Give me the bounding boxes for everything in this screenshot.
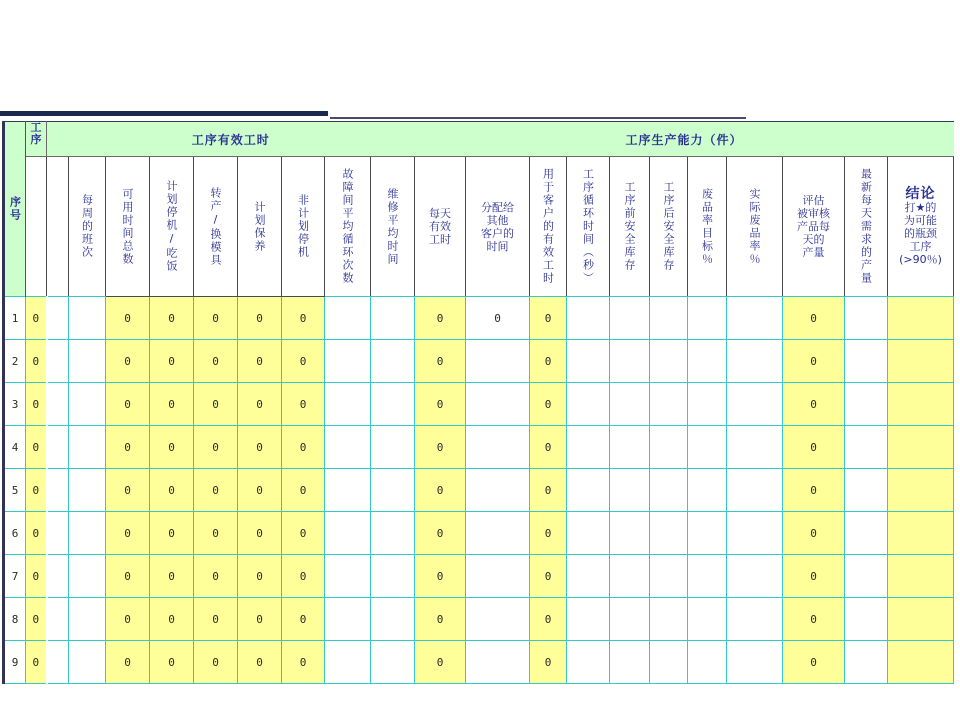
table-row <box>4 512 954 555</box>
column-header-label: 计划保养 <box>253 200 266 253</box>
cell-effective-hours-per-day[interactable]: 0 <box>415 469 466 512</box>
cell-assessed-daily-output[interactable]: 0 <box>783 512 845 555</box>
cell-planned-downtime-meals[interactable]: 0 <box>150 340 194 383</box>
cell-unplanned-downtime[interactable]: 0 <box>282 383 325 426</box>
cell-blank[interactable] <box>47 641 69 684</box>
conclusion-title: 结论 <box>905 185 936 202</box>
cell-process-name[interactable]: 0 <box>26 598 47 641</box>
cell-actual-scrap-rate-pct[interactable] <box>727 555 783 598</box>
table-header <box>4 122 954 297</box>
cell-latest-daily-demand[interactable] <box>845 426 888 469</box>
column-header-line: 评估 <box>802 194 825 207</box>
column-header-actual-scrap-rate-pct <box>727 157 783 297</box>
column-header-safety-stock-after-process <box>650 157 688 297</box>
cell-unplanned-downtime[interactable]: 0 <box>282 469 325 512</box>
cell-time-allocated-other-customers[interactable] <box>466 426 530 469</box>
cell-changeover-die-change[interactable]: 0 <box>194 555 238 598</box>
cell-safety-stock-before-process[interactable] <box>610 383 650 426</box>
row-number-cell: 6 <box>4 512 26 555</box>
column-header-blank <box>47 157 69 297</box>
table-row <box>4 598 954 641</box>
cell-mean-cycles-between-failures[interactable] <box>325 340 371 383</box>
table-row <box>4 555 954 598</box>
cell-planned-maintenance[interactable]: 0 <box>238 426 282 469</box>
cell-planned-downtime-meals[interactable]: 0 <box>150 297 194 340</box>
cell-mean-cycles-between-failures[interactable] <box>325 512 371 555</box>
cell-process-name[interactable]: 0 <box>26 297 47 340</box>
cell-unplanned-downtime[interactable]: 0 <box>282 641 325 684</box>
cell-effective-hours-per-day[interactable]: 0 <box>415 297 466 340</box>
cell-process-cycle-time-sec[interactable] <box>567 426 610 469</box>
column-header-line: 打★的 <box>904 200 937 214</box>
cell-mean-repair-time[interactable] <box>371 340 415 383</box>
row-number-cell: 1 <box>4 297 26 340</box>
cell-assessed-daily-output[interactable]: 0 <box>783 297 845 340</box>
cell-total-available-time[interactable]: 0 <box>106 297 150 340</box>
cell-total-available-time[interactable]: 0 <box>106 340 150 383</box>
cell-unplanned-downtime[interactable]: 0 <box>282 426 325 469</box>
cell-safety-stock-after-process[interactable] <box>650 383 688 426</box>
table-row <box>4 641 954 684</box>
cell-effective-hours-for-customer[interactable]: 0 <box>530 598 567 641</box>
cell-actual-scrap-rate-pct[interactable] <box>727 340 783 383</box>
table-row <box>4 383 954 426</box>
cell-actual-scrap-rate-pct[interactable] <box>727 383 783 426</box>
cell-mean-cycles-between-failures[interactable] <box>325 598 371 641</box>
cell-actual-scrap-rate-pct[interactable] <box>727 426 783 469</box>
cell-scrap-rate-target-pct[interactable] <box>688 297 727 340</box>
cell-safety-stock-after-process[interactable] <box>650 512 688 555</box>
column-header-line: 产品每 <box>797 220 830 233</box>
cell-shifts-per-week[interactable] <box>69 297 106 340</box>
cell-mean-repair-time[interactable] <box>371 598 415 641</box>
cell-assessed-daily-output[interactable]: 0 <box>783 641 845 684</box>
column-header-label: 计划停机/吃饭 <box>165 180 178 273</box>
cell-safety-stock-after-process[interactable] <box>650 340 688 383</box>
cell-changeover-die-change[interactable]: 0 <box>194 297 238 340</box>
column-header-mean-repair-time <box>371 157 415 297</box>
column-header-line: 产量 <box>802 246 825 259</box>
cell-process-name[interactable]: 0 <box>26 426 47 469</box>
cell-scrap-rate-target-pct[interactable] <box>688 469 727 512</box>
cell-effective-hours-for-customer[interactable]: 0 <box>530 555 567 598</box>
column-header-line: 其他 <box>486 213 509 227</box>
cell-process-cycle-time-sec[interactable] <box>567 383 610 426</box>
column-header-line: 工时 <box>429 233 451 246</box>
cell-safety-stock-after-process[interactable] <box>650 469 688 512</box>
cell-changeover-die-change[interactable]: 0 <box>194 641 238 684</box>
cell-changeover-die-change[interactable]: 0 <box>194 512 238 555</box>
cell-safety-stock-before-process[interactable] <box>610 297 650 340</box>
cell-planned-downtime-meals[interactable]: 0 <box>150 555 194 598</box>
column-header-label <box>783 194 844 259</box>
column-header-line: (>90％) <box>899 252 942 266</box>
column-header-label <box>888 185 953 266</box>
cell-total-available-time[interactable]: 0 <box>106 383 150 426</box>
cell-mean-cycles-between-failures[interactable] <box>325 555 371 598</box>
column-header-label: 转产/换模具 <box>209 186 222 267</box>
cell-effective-hours-for-customer[interactable]: 0 <box>530 469 567 512</box>
cell-time-allocated-other-customers[interactable] <box>466 383 530 426</box>
cell-effective-hours-for-customer[interactable]: 0 <box>530 512 567 555</box>
cell-assessed-daily-output[interactable]: 0 <box>783 426 845 469</box>
cell-latest-daily-demand[interactable] <box>845 512 888 555</box>
cell-latest-daily-demand[interactable] <box>845 598 888 641</box>
cell-mean-repair-time[interactable] <box>371 426 415 469</box>
cell-process-name[interactable]: 0 <box>26 383 47 426</box>
cell-safety-stock-before-process[interactable] <box>610 555 650 598</box>
cell-shifts-per-week[interactable] <box>69 426 106 469</box>
cell-blank[interactable] <box>47 340 69 383</box>
cell-planned-maintenance[interactable]: 0 <box>238 469 282 512</box>
column-header-planned-maintenance <box>238 157 282 297</box>
column-header-label: 可用时间总数 <box>121 187 134 266</box>
cell-scrap-rate-target-pct[interactable] <box>688 555 727 598</box>
column-header-label: 工序循环时间（秒） <box>581 168 595 285</box>
cell-planned-downtime-meals[interactable]: 0 <box>150 512 194 555</box>
cell-time-allocated-other-customers[interactable] <box>466 555 530 598</box>
row-number-cell: 9 <box>4 641 26 684</box>
cell-shifts-per-week[interactable] <box>69 512 106 555</box>
cell-latest-daily-demand[interactable] <box>845 469 888 512</box>
band-row <box>4 122 954 157</box>
cell-blank[interactable] <box>47 426 69 469</box>
cell-blank[interactable] <box>47 383 69 426</box>
cell-mean-repair-time[interactable] <box>371 469 415 512</box>
column-header-line: 工序 <box>909 239 932 253</box>
cell-changeover-die-change[interactable]: 0 <box>194 598 238 641</box>
cell-latest-daily-demand[interactable] <box>845 555 888 598</box>
cell-mean-repair-time[interactable] <box>371 383 415 426</box>
cell-total-available-time[interactable]: 0 <box>106 512 150 555</box>
cell-latest-daily-demand[interactable] <box>845 383 888 426</box>
column-header-label: 用于客户的有效工时 <box>541 168 555 285</box>
row-number-cell: 2 <box>4 340 26 383</box>
cell-latest-daily-demand[interactable] <box>845 340 888 383</box>
column-header-row <box>4 157 954 297</box>
table-body <box>4 297 954 684</box>
cell-planned-maintenance[interactable]: 0 <box>238 512 282 555</box>
column-header-time-allocated-other-customers <box>466 157 530 297</box>
cell-process-name[interactable]: 0 <box>26 555 47 598</box>
cell-safety-stock-before-process[interactable] <box>610 426 650 469</box>
cell-blank[interactable] <box>47 555 69 598</box>
cell-total-available-time[interactable]: 0 <box>106 598 150 641</box>
cell-scrap-rate-target-pct[interactable] <box>688 598 727 641</box>
column-header-effective-hours-per-day <box>415 157 466 297</box>
cell-changeover-die-change[interactable]: 0 <box>194 426 238 469</box>
cell-time-allocated-other-customers[interactable] <box>466 512 530 555</box>
column-header-unplanned-downtime <box>282 157 325 297</box>
cell-effective-hours-per-day[interactable]: 0 <box>415 641 466 684</box>
cell-shifts-per-week[interactable] <box>69 340 106 383</box>
cell-mean-cycles-between-failures[interactable] <box>325 641 371 684</box>
cell-unplanned-downtime[interactable]: 0 <box>282 555 325 598</box>
cell-process-cycle-time-sec[interactable] <box>567 555 610 598</box>
cell-planned-maintenance[interactable]: 0 <box>238 340 282 383</box>
title-underline-thick <box>0 111 328 116</box>
column-header-conclusion <box>888 157 954 297</box>
column-header-planned-downtime-meals <box>150 157 194 297</box>
table-row <box>4 340 954 383</box>
column-header-changeover-die-change <box>194 157 238 297</box>
cell-effective-hours-for-customer[interactable]: 0 <box>530 641 567 684</box>
column-header-line: 时间 <box>486 239 509 253</box>
column-header-label: 实际废品率％ <box>748 187 761 266</box>
cell-safety-stock-after-process[interactable] <box>650 598 688 641</box>
cell-unplanned-downtime[interactable]: 0 <box>282 598 325 641</box>
process-capacity-table <box>2 121 954 684</box>
cell-effective-hours-for-customer[interactable]: 0 <box>530 383 567 426</box>
row-number-cell: 3 <box>4 383 26 426</box>
column-header-scrap-rate-target-pct <box>688 157 727 297</box>
cell-assessed-daily-output[interactable]: 0 <box>783 469 845 512</box>
cell-conclusion[interactable] <box>888 555 954 598</box>
cell-shifts-per-week[interactable] <box>69 383 106 426</box>
cell-scrap-rate-target-pct[interactable] <box>688 512 727 555</box>
cell-unplanned-downtime[interactable]: 0 <box>282 512 325 555</box>
cell-planned-downtime-meals[interactable]: 0 <box>150 469 194 512</box>
cell-unplanned-downtime[interactable]: 0 <box>282 340 325 383</box>
column-header-label: 非计划停机 <box>296 194 310 259</box>
cell-time-allocated-other-customers[interactable] <box>466 340 530 383</box>
cell-safety-stock-before-process[interactable] <box>610 512 650 555</box>
cell-mean-cycles-between-failures[interactable] <box>325 383 371 426</box>
cell-blank[interactable] <box>47 297 69 340</box>
column-header-total-available-time <box>106 157 150 297</box>
cell-scrap-rate-target-pct[interactable] <box>688 426 727 469</box>
cell-blank[interactable] <box>47 512 69 555</box>
cell-time-allocated-other-customers[interactable] <box>466 598 530 641</box>
cell-process-cycle-time-sec[interactable] <box>567 641 610 684</box>
cell-planned-maintenance[interactable]: 0 <box>238 555 282 598</box>
column-header-assessed-daily-output <box>783 157 845 297</box>
cell-actual-scrap-rate-pct[interactable] <box>727 469 783 512</box>
column-header-line: 天的 <box>802 233 825 246</box>
cell-process-cycle-time-sec[interactable] <box>567 598 610 641</box>
cell-unplanned-downtime[interactable]: 0 <box>282 297 325 340</box>
cell-mean-repair-time[interactable] <box>371 555 415 598</box>
cell-assessed-daily-output[interactable]: 0 <box>783 555 845 598</box>
cell-changeover-die-change[interactable]: 0 <box>194 469 238 512</box>
column-header-latest-daily-demand <box>845 157 888 297</box>
cell-planned-maintenance[interactable]: 0 <box>238 383 282 426</box>
cell-mean-cycles-between-failures[interactable] <box>325 469 371 512</box>
cell-safety-stock-after-process[interactable] <box>650 297 688 340</box>
column-header-mean-cycles-between-failures <box>325 157 371 297</box>
cell-total-available-time[interactable]: 0 <box>106 426 150 469</box>
cell-actual-scrap-rate-pct[interactable] <box>727 598 783 641</box>
cell-total-available-time[interactable]: 0 <box>106 555 150 598</box>
column-header-label <box>415 207 465 246</box>
cell-planned-maintenance[interactable]: 0 <box>238 598 282 641</box>
cell-shifts-per-week[interactable] <box>69 555 106 598</box>
cell-conclusion[interactable] <box>888 383 954 426</box>
cell-effective-hours-per-day[interactable]: 0 <box>415 512 466 555</box>
cell-effective-hours-per-day[interactable]: 0 <box>415 340 466 383</box>
cell-latest-daily-demand[interactable] <box>845 641 888 684</box>
cell-process-cycle-time-sec[interactable] <box>567 297 610 340</box>
cell-scrap-rate-target-pct[interactable] <box>688 641 727 684</box>
band-effective-hours-header: 工序有效工时 <box>47 122 415 157</box>
cell-changeover-die-change[interactable]: 0 <box>194 383 238 426</box>
cell-changeover-die-change[interactable]: 0 <box>194 340 238 383</box>
column-header-label: 每周的班次 <box>80 194 94 259</box>
cell-effective-hours-per-day[interactable]: 0 <box>415 426 466 469</box>
cell-assessed-daily-output[interactable]: 0 <box>783 598 845 641</box>
column-header-line: 客户的 <box>481 226 514 240</box>
column-header-process-name <box>26 157 47 297</box>
band-process-header: 工序 <box>26 122 47 157</box>
cell-conclusion[interactable] <box>888 340 954 383</box>
cell-effective-hours-for-customer[interactable]: 0 <box>530 297 567 340</box>
column-header-line: 为可能 <box>904 213 937 227</box>
row-number-header <box>4 122 26 297</box>
cell-time-allocated-other-customers[interactable] <box>466 469 530 512</box>
cell-time-allocated-other-customers[interactable] <box>466 641 530 684</box>
column-header-shifts-per-week <box>69 157 106 297</box>
row-number-header-label: 序号 <box>8 196 22 222</box>
cell-scrap-rate-target-pct[interactable] <box>688 340 727 383</box>
cell-effective-hours-for-customer[interactable]: 0 <box>530 340 567 383</box>
cell-assessed-daily-output[interactable]: 0 <box>783 340 845 383</box>
cell-planned-downtime-meals[interactable]: 0 <box>150 641 194 684</box>
cell-mean-cycles-between-failures[interactable] <box>325 297 371 340</box>
cell-process-cycle-time-sec[interactable] <box>567 469 610 512</box>
cell-process-cycle-time-sec[interactable] <box>567 340 610 383</box>
cell-planned-downtime-meals[interactable]: 0 <box>150 383 194 426</box>
cell-planned-maintenance[interactable]: 0 <box>238 297 282 340</box>
cell-safety-stock-before-process[interactable] <box>610 641 650 684</box>
band-capacity-header: 工序生产能力（件） <box>415 122 954 157</box>
cell-actual-scrap-rate-pct[interactable] <box>727 297 783 340</box>
cell-conclusion[interactable] <box>888 426 954 469</box>
row-number-cell: 4 <box>4 426 26 469</box>
column-header-label: 最新每天需求的产量 <box>859 168 873 285</box>
cell-safety-stock-after-process[interactable] <box>650 555 688 598</box>
cell-safety-stock-before-process[interactable] <box>610 598 650 641</box>
cell-total-available-time[interactable]: 0 <box>106 469 150 512</box>
row-number-cell: 7 <box>4 555 26 598</box>
cell-planned-downtime-meals[interactable]: 0 <box>150 426 194 469</box>
cell-process-name[interactable]: 0 <box>26 469 47 512</box>
cell-mean-repair-time[interactable] <box>371 512 415 555</box>
column-header-label: 工序后安全库存 <box>662 181 675 272</box>
column-header-effective-hours-for-customer <box>530 157 567 297</box>
cell-effective-hours-per-day[interactable]: 0 <box>415 383 466 426</box>
cell-mean-cycles-between-failures[interactable] <box>325 426 371 469</box>
cell-effective-hours-for-customer[interactable]: 0 <box>530 426 567 469</box>
cell-effective-hours-per-day[interactable]: 0 <box>415 598 466 641</box>
cell-process-name[interactable]: 0 <box>26 641 47 684</box>
cell-process-name[interactable]: 0 <box>26 340 47 383</box>
column-header-safety-stock-before-process <box>610 157 650 297</box>
cell-conclusion[interactable] <box>888 641 954 684</box>
column-header-line: 被审核 <box>797 207 830 220</box>
cell-safety-stock-after-process[interactable] <box>650 426 688 469</box>
cell-safety-stock-after-process[interactable] <box>650 641 688 684</box>
column-header-label: 故障间平均循环次数 <box>341 168 354 285</box>
cell-latest-daily-demand[interactable] <box>845 297 888 340</box>
column-header-line: 每天 <box>429 207 451 220</box>
cell-blank[interactable] <box>47 469 69 512</box>
cell-shifts-per-week[interactable] <box>69 469 106 512</box>
column-header-label <box>466 201 529 253</box>
column-header-label: 废品率目标％ <box>700 187 714 266</box>
cell-scrap-rate-target-pct[interactable] <box>688 383 727 426</box>
cell-safety-stock-before-process[interactable] <box>610 340 650 383</box>
cell-mean-repair-time[interactable] <box>371 297 415 340</box>
column-header-line: 分配给 <box>481 200 514 214</box>
cell-planned-maintenance[interactable]: 0 <box>238 641 282 684</box>
table-row <box>4 469 954 512</box>
cell-shifts-per-week[interactable] <box>69 641 106 684</box>
table-row <box>4 426 954 469</box>
cell-actual-scrap-rate-pct[interactable] <box>727 512 783 555</box>
cell-process-name[interactable]: 0 <box>26 512 47 555</box>
cell-shifts-per-week[interactable] <box>69 598 106 641</box>
column-header-label: 工序前安全库存 <box>623 181 636 272</box>
cell-safety-stock-before-process[interactable] <box>610 469 650 512</box>
cell-effective-hours-per-day[interactable]: 0 <box>415 555 466 598</box>
cell-mean-repair-time[interactable] <box>371 641 415 684</box>
cell-actual-scrap-rate-pct[interactable] <box>727 641 783 684</box>
cell-planned-downtime-meals[interactable]: 0 <box>150 598 194 641</box>
column-header-label: 维修平均时间 <box>386 187 399 266</box>
cell-conclusion[interactable] <box>888 598 954 641</box>
row-number-cell: 8 <box>4 598 26 641</box>
column-header-process-cycle-time-sec <box>567 157 610 297</box>
column-header-line: 有效 <box>429 220 451 233</box>
table-row <box>4 297 954 340</box>
cell-conclusion[interactable] <box>888 512 954 555</box>
cell-blank[interactable] <box>47 598 69 641</box>
title-underline-thin <box>330 117 746 119</box>
cell-process-cycle-time-sec[interactable] <box>567 512 610 555</box>
cell-assessed-daily-output[interactable]: 0 <box>783 383 845 426</box>
cell-conclusion[interactable] <box>888 297 954 340</box>
column-header-line: 的瓶颈 <box>904 226 937 240</box>
cell-time-allocated-other-customers[interactable]: 0 <box>466 297 530 340</box>
cell-total-available-time[interactable]: 0 <box>106 641 150 684</box>
row-number-cell: 5 <box>4 469 26 512</box>
cell-conclusion[interactable] <box>888 469 954 512</box>
